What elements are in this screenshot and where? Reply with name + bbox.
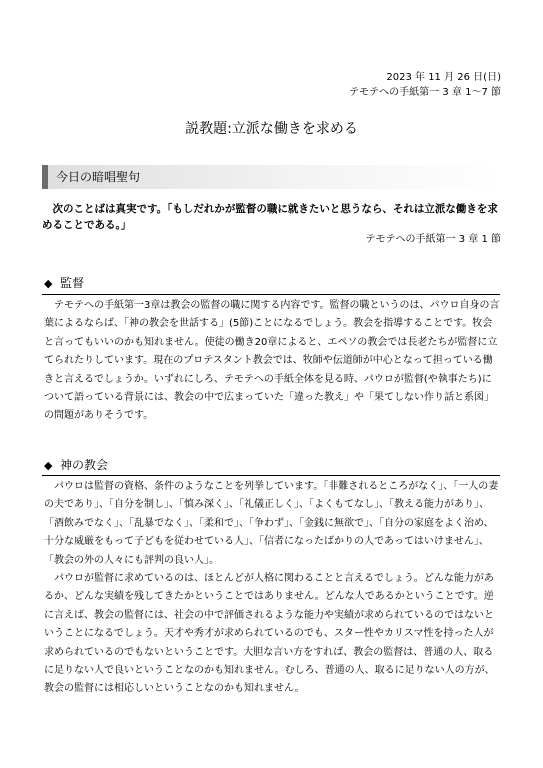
section-heading-overseer xyxy=(44,275,84,292)
section-divider xyxy=(42,475,500,476)
section-body-overseer xyxy=(44,297,500,426)
memory-verse-reference: テモテへの手紙第一 3 章 1 節 xyxy=(365,234,501,245)
section-body-church-of-god xyxy=(44,478,500,699)
memory-verse-heading-bar xyxy=(42,165,500,189)
section-heading-label: 監督 xyxy=(60,276,85,290)
memory-verse xyxy=(42,201,502,233)
diamond-bullet-icon: ◆ xyxy=(44,459,53,472)
section-heading-church-of-god xyxy=(44,457,108,474)
diamond-bullet-icon: ◆ xyxy=(44,277,53,290)
paragraph: テモテへの手紙第一3章は教会の監督の職に関する内容です。監督の職というのは、パウロ自身の言葉によるならば、「神の教会を世話する」(5節)ことになるでしょう。教会を指導することです。牧会と言ってもいいのかも知れません。使徒の働き20章によると、エペソの教会では長老たちが監督に立てられたりしています。現在のプロテスタント教会では、牧師や伝道師が中心となって担っている働きと言えるでしょうか。いずれにしろ、テモテへの手紙全体を見る時、パウロが監督(や執事たち)について語っている背景には、教会の中で広まっていた「違った教え」や「果てしない作り話と系図」の問題がありそうです。 xyxy=(44,300,500,422)
service-date: 2023 年 11 月 26 日(日) xyxy=(386,72,501,83)
memory-verse-heading: 今日の暗唱聖句 xyxy=(56,170,141,184)
sermon-title: 説教題:立派な働きを求める xyxy=(185,121,358,137)
paragraph: パウロは監督の資格、条件のようなことを列挙しています。「非難されるところがなく」、「一人の妻の夫であり」、「自分を制し」、「慎み深く」、「礼儀正しく」、「よくもてなし」、「教える能力があり」、「酒飲みでなく」、「乱暴でなく」、「柔和で」、「争わず」、「金銭に無欲で」、「自分の家庭をよく治め、十分な威厳をもって子どもを従わせている人」、「信者になったばかりの人であってはいけません」、「教会の外の人々にも評判の良い人」。 xyxy=(44,481,499,566)
section-divider xyxy=(42,294,500,295)
section-heading-label: 神の教会 xyxy=(60,458,109,472)
scripture-reference: テモテへの手紙第一 3 章 1〜7 節 xyxy=(349,87,501,98)
paragraph: パウロが監督に求めているのは、ほとんどが人格に関わることと言えるでしょう。どんな能力があるか、どんな実績を残してきたかということではありません。どんな人であるかということです。逆に言えば、教会の監督には、社会の中で評価されるような能力や実績が求められているのではないということになるでしょう。天才や秀才が求められているのでも、スター性やカリスマ性を持った人が求められているのでもないということです。大胆な言い方をすれば、教会の監督は、普通の人、取るに足りない人で良いということなのかも知れません。むしろ、普通の人、取るに足りない人の方が、教会の監督には相応しいということなのかも知れません。 xyxy=(44,573,495,695)
memory-verse-text: 次のことばは真実です。「もしだれかが監督の職に就きたいと思うなら、それは立派な働きを求めることである。」 xyxy=(42,203,498,231)
